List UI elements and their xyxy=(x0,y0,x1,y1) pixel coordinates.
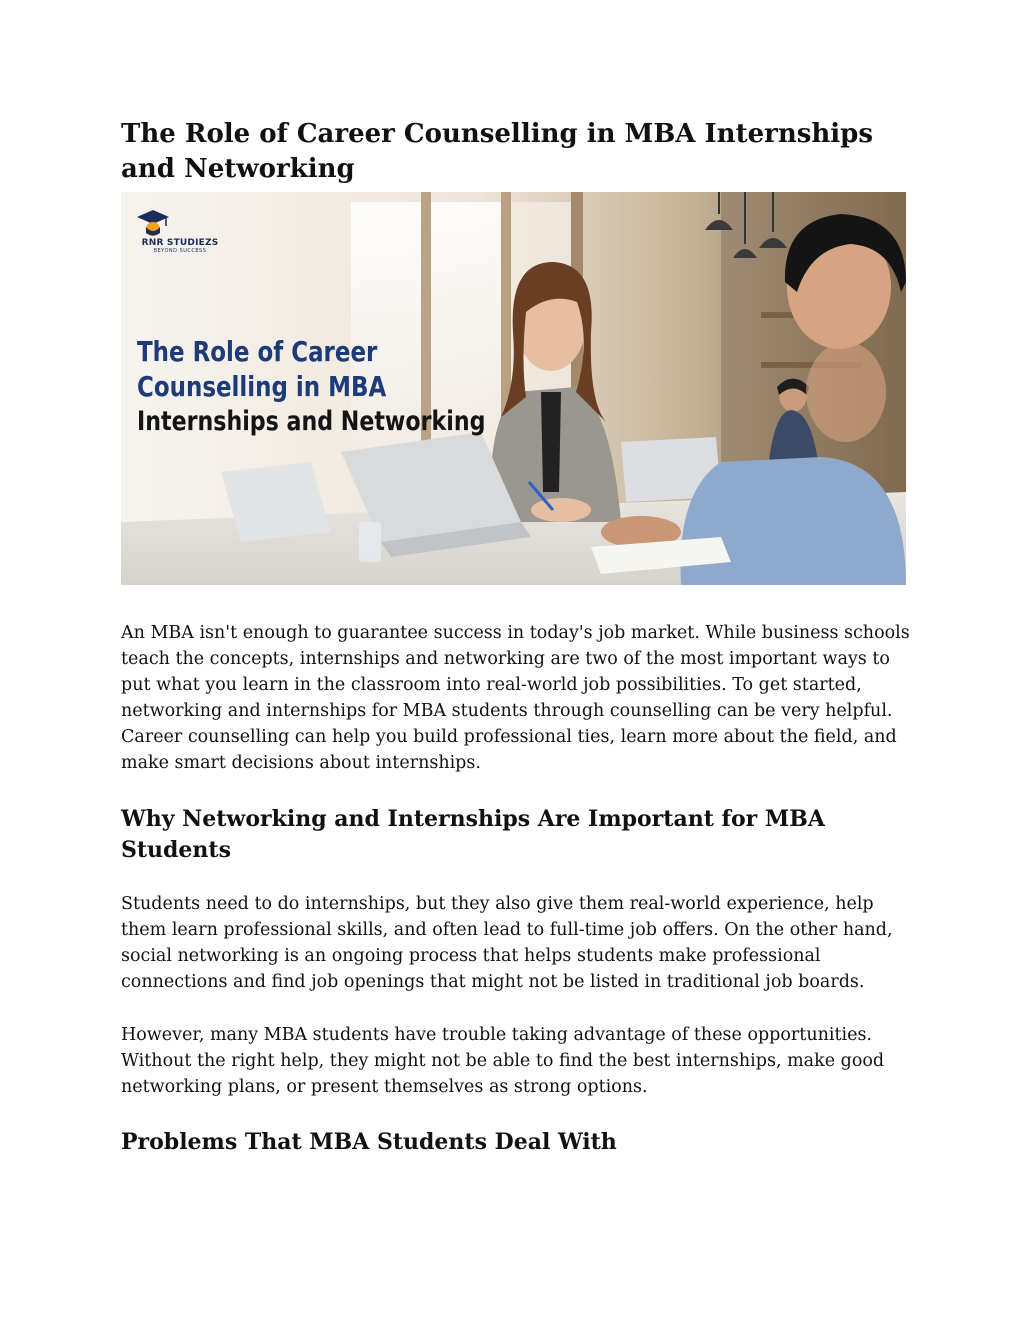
section-heading-problems: Problems That MBA Students Deal With xyxy=(121,1129,617,1155)
section1-paragraph-2: However, many MBA students have trouble taking advantage of these opportunities. Without the right help, they might not be able to find the best internships, make good networking plans, or present themselves as strong options. xyxy=(121,1025,885,1097)
hero-overlay-title xyxy=(137,334,485,439)
logo-text: RNR STUDIEZS xyxy=(141,238,219,248)
logo-tagline: BEYOND SUCCESS xyxy=(153,248,207,254)
brand-logo xyxy=(135,208,225,254)
page-title: The Role of Career Counselling in MBA Internships and Networking xyxy=(121,119,873,184)
hero-image xyxy=(121,192,906,585)
overlay-line-1: The Role of Career xyxy=(137,335,378,368)
overlay-line-2: Counselling in MBA xyxy=(137,370,387,403)
section-heading-why-networking: Why Networking and Internships Are Important for MBA Students xyxy=(121,806,825,863)
section1-paragraph-1: Students need to do internships, but they also give them real-world experience, help them learn professional skills, and often lead to full-time job offers. On the other hand, social networking is an ongoing process that helps students make professional connections and find job openings that might not be listed in traditional job boards. xyxy=(121,894,893,992)
intro-paragraph: An MBA isn't enough to guarantee success in today's job market. While business schools teach the concepts, internships and networking are two of the most important ways to put what you learn in the classroom into real-world job possibilities. To get started, networking and internships for MBA students through counselling can be very helpful. Career counselling can help you build professional ties, learn more about the field, and make smart decisions about internships. xyxy=(121,623,910,773)
overlay-line-3: Internships and Networking xyxy=(137,406,486,437)
graduation-cap-icon xyxy=(135,208,171,238)
